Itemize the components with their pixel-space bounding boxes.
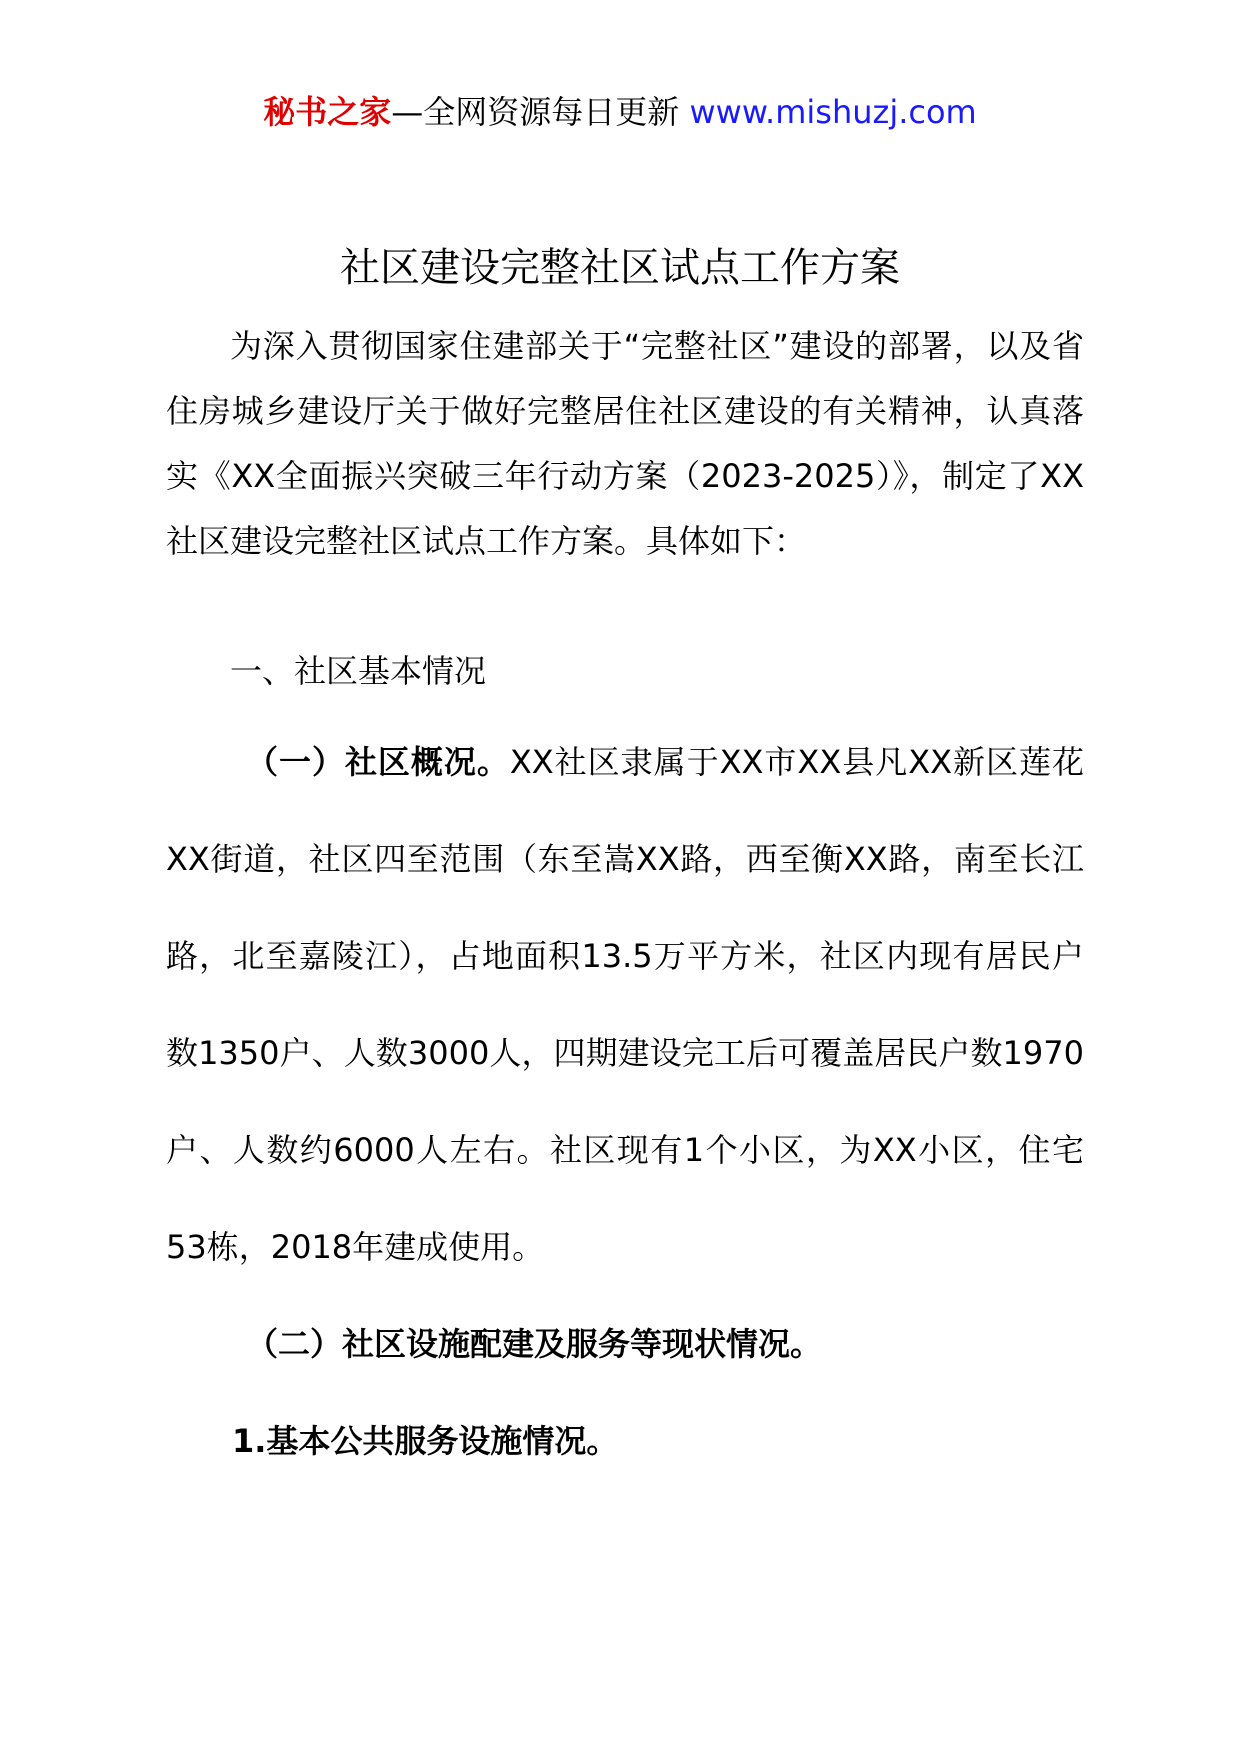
subsection-heading-facilities: （二）社区设施配建及服务等现状情况。 xyxy=(246,1325,823,1363)
site-url-link[interactable]: www.mishuzj.com xyxy=(689,93,977,131)
overview-section xyxy=(166,714,1084,1296)
overview-lead: （一）社区概况。 xyxy=(246,743,510,781)
overview-paragraph xyxy=(166,714,1084,1296)
intro-paragraph: 为深入贯彻国家住建部关于“完整社区”建设的部署，以及省住房城乡建设厅关于做好完整居住社区建设的有关精神，认真落实《XX全面振兴突破三年行动方案（2023-2025）》，制定了XX社区建设完整社区试点工作方案。具体如下： xyxy=(166,327,1084,560)
site-header xyxy=(0,92,1240,132)
overview-body: XX社区隶属于XX市XX县凡XX新区莲花XX街道，社区四至范围（东至嵩XX路，西至衡XX路，南至长江路，北至嘉陵江），占地面积13.5万平方米，社区内现有居民户数1350户、人数3000人，四期建设完工后可覆盖居民户数1970户、人数约6000人左右。社区现有1个小区，为XX小区，住宅53栋，2018年建成使用。 xyxy=(166,743,1084,1266)
intro-section xyxy=(166,314,1084,574)
item-heading-public-services: 1.基本公共服务设施情况。 xyxy=(232,1422,619,1460)
section-heading-basic-info: 一、社区基本情况 xyxy=(230,652,487,690)
header-slogan: —全网资源每日更新 xyxy=(391,93,690,131)
document-title: 社区建设完整社区试点工作方案 xyxy=(340,245,900,291)
brand-name: 秘书之家 xyxy=(263,93,392,131)
